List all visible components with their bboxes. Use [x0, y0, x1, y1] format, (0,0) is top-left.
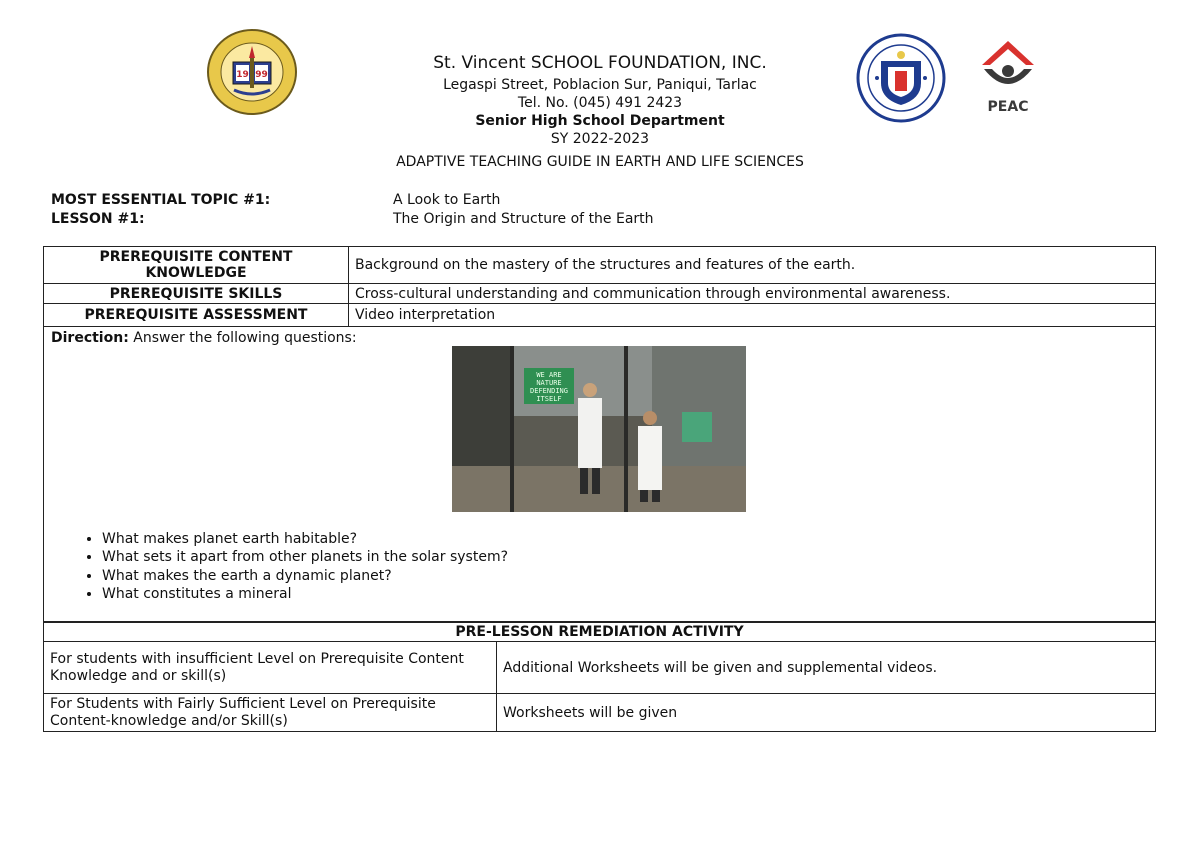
- prerequisite-table: [43, 246, 1156, 622]
- school-address: Legaspi Street, Poblacion Sur, Paniqui, Tarlac: [443, 77, 757, 93]
- video-thumbnail[interactable]: [452, 346, 746, 512]
- table-row: [44, 304, 1156, 327]
- prereq-assessment-value: Video interpretation: [349, 304, 1156, 327]
- school-telephone: Tel. No. (045) 491 2423: [517, 95, 683, 111]
- remediation-activity: Worksheets will be given: [497, 694, 1156, 732]
- school-year: SY 2022-2023: [550, 131, 650, 147]
- lesson-label: LESSON #1:: [51, 211, 145, 227]
- table-row: [44, 642, 1156, 694]
- prereq-content-label: PREREQUISITE CONTENT KNOWLEDGE: [44, 247, 349, 284]
- prereq-assessment-label: PREREQUISITE ASSESSMENT: [44, 304, 349, 327]
- direction-cell: [44, 327, 1156, 622]
- school-seal-logo: [206, 28, 298, 116]
- video-sign-line-1: WE ARE: [536, 371, 562, 379]
- remediation-table: [43, 622, 1156, 732]
- seal-year-left: 19: [236, 70, 249, 80]
- direction-text: Answer the following questions:: [128, 330, 357, 346]
- prereq-content-value: Background on the mastery of the structures and features of the earth.: [349, 247, 1156, 284]
- topic-value: A Look to Earth: [393, 192, 501, 208]
- table-row: [44, 694, 1156, 732]
- list-item: • What sets it apart from other planets in the solar system?: [102, 548, 508, 566]
- topic-label: MOST ESSENTIAL TOPIC #1:: [51, 192, 271, 208]
- table-row: [44, 247, 1156, 284]
- video-sign-line-2: NATURE: [536, 379, 562, 387]
- remediation-activity: Additional Worksheets will be given and supplemental videos.: [497, 642, 1156, 694]
- video-sign-line-4: ITSELF: [536, 395, 562, 403]
- list-item: • What makes the earth a dynamic planet?: [102, 567, 508, 585]
- video-sign-line-3: DEFENDING: [530, 387, 568, 395]
- document-title: ADAPTIVE TEACHING GUIDE IN EARTH AND LIFE SCIENCES: [396, 154, 804, 170]
- list-item: • What makes planet earth habitable?: [102, 530, 508, 548]
- remediation-condition: For students with insufficient Level on Prerequisite Content Knowledge and or skill(s): [44, 642, 497, 694]
- table-row: [44, 284, 1156, 304]
- remediation-heading: PRE-LESSON REMEDIATION ACTIVITY: [44, 623, 1156, 642]
- table-row: [44, 623, 1156, 642]
- school-name: St. Vincent SCHOOL FOUNDATION, INC.: [433, 53, 767, 73]
- question-list: [82, 530, 508, 603]
- peac-logo: [978, 37, 1038, 115]
- prereq-skills-value: Cross-cultural understanding and communication through environmental awareness.: [349, 284, 1156, 304]
- list-item: • What constitutes a mineral: [102, 585, 508, 603]
- department-name: Senior High School Department: [475, 113, 725, 129]
- prereq-skills-label: PREREQUISITE SKILLS: [44, 284, 349, 304]
- remediation-condition: For Students with Fairly Sufficient Level on Prerequisite Content-knowledge and/or Skill(s): [44, 694, 497, 732]
- table-row: [44, 327, 1156, 622]
- direction-label: Direction:: [51, 330, 129, 346]
- lesson-value: The Origin and Structure of the Earth: [393, 211, 654, 227]
- peac-label: PEAC: [987, 99, 1029, 115]
- seal-year-right: 99: [255, 70, 268, 80]
